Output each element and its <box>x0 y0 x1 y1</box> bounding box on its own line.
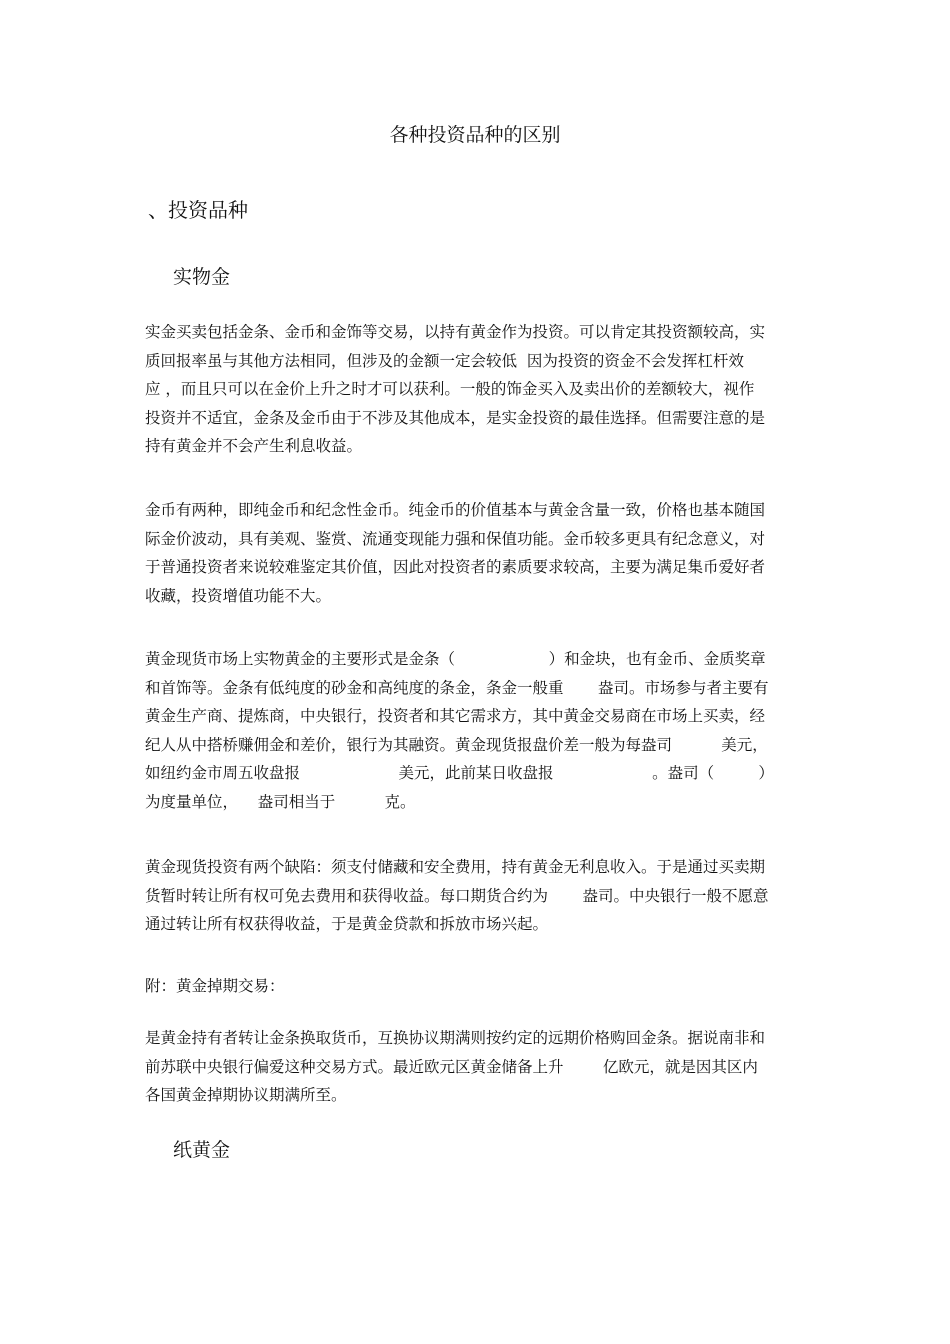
paragraph-line: 际金价波动，具有美观、鉴赏、流通变现能力强和保值功能。金币较多更具有纪念意义，对 <box>145 529 766 548</box>
sub-heading-physical-gold: 实物金 <box>173 266 231 288</box>
paragraph-line: 前苏联中央银行偏爱这种交易方式。最近欧元区黄金储备上升 亿欧元，就是因其区内 <box>145 1057 758 1076</box>
paragraph-line: 各国黄金掉期协议期满所至。 <box>145 1086 347 1105</box>
paragraph-line: 货暂时转让所有权可免去费用和获得收益。每口期货合约为 盎司。中央银行一般不愿意 <box>145 886 769 905</box>
paragraph-line: 持有黄金并不会产生利息收益。 <box>145 437 363 456</box>
paragraph-line: 黄金现货市场上实物黄金的主要形式是金条（ ）和金块，也有金币、金质奖章 <box>145 650 766 668</box>
paragraph-line: 是黄金持有者转让金条换取货币，互换协议期满则按约定的远期价格购回金条。据说南非和 <box>145 1029 766 1047</box>
paragraph-line: 通过转让所有权获得收益，于是黄金贷款和拆放市场兴起。 <box>145 915 549 934</box>
paragraph-line: 黄金现货投资有两个缺陷：须支付储藏和安全费用，持有黄金无利息收入。于是通过买卖期 <box>145 858 766 876</box>
paragraph-line: 于普通投资者来说较难鉴定其价值，因此对投资者的素质要求较高，主要为满足集币爱好者 <box>145 558 766 577</box>
paragraph-6 <box>145 1024 807 1110</box>
paragraph-5 <box>145 972 807 1001</box>
sub-heading-paper-gold: 纸黄金 <box>173 1139 231 1161</box>
paragraph-line: 黄金生产商、提炼商，中央银行，投资者和其它需求方，其中黄金交易商在市场上买卖，经 <box>145 707 766 726</box>
paragraph-line: 收藏，投资增值功能不大。 <box>145 586 332 605</box>
paragraph-line: 投资并不适宜，金条及金币由于不涉及其他成本，是实金投资的最佳选择。但需要注意的是 <box>145 408 766 427</box>
paragraph-2 <box>145 496 807 610</box>
paragraph-4 <box>145 853 807 939</box>
paragraph-line: 和首饰等。金条有低纯度的砂金和高纯度的条金，条金一般重 盎司。市场参与者主要有 <box>145 678 769 697</box>
paragraph-line: 纪人从中搭桥赚佣金和差价，银行为其融资。黄金现货报盘价差一般为每盎司 美元， <box>145 735 768 754</box>
paragraph-line: 为度量单位， 盎司相当于 克。 <box>145 792 416 811</box>
paragraph-line: 实金买卖包括金条、金币和金饰等交易，以持有黄金作为投资。可以肯定其投资额较高，实 <box>145 323 766 341</box>
paragraph-line: 应 ，而且只可以在金价上升之时才可以获利。一般的饰金买入及卖出价的差额较大，视作 <box>145 380 755 399</box>
paragraph-line: 如纽约金市周五收盘报 美元，此前某日收盘报 。盎司（ ） <box>145 764 774 783</box>
paragraph-line: 质回报率虽与其他方法相同，但涉及的金额一定会较低 因为投资的资金不会发挥杠杆效 <box>145 351 744 370</box>
paragraph-3 <box>145 645 807 817</box>
document-title: 各种投资品种的区别 <box>389 124 561 146</box>
paragraph-line: 附：黄金掉期交易： <box>145 977 285 995</box>
paragraph-line: 金币有两种，即纯金币和纪念性金币。纯金币的价值基本与黄金含量一致，价格也基本随国 <box>145 501 766 519</box>
section-heading: 、投资品种 <box>148 198 248 222</box>
paragraph-1 <box>145 318 807 461</box>
